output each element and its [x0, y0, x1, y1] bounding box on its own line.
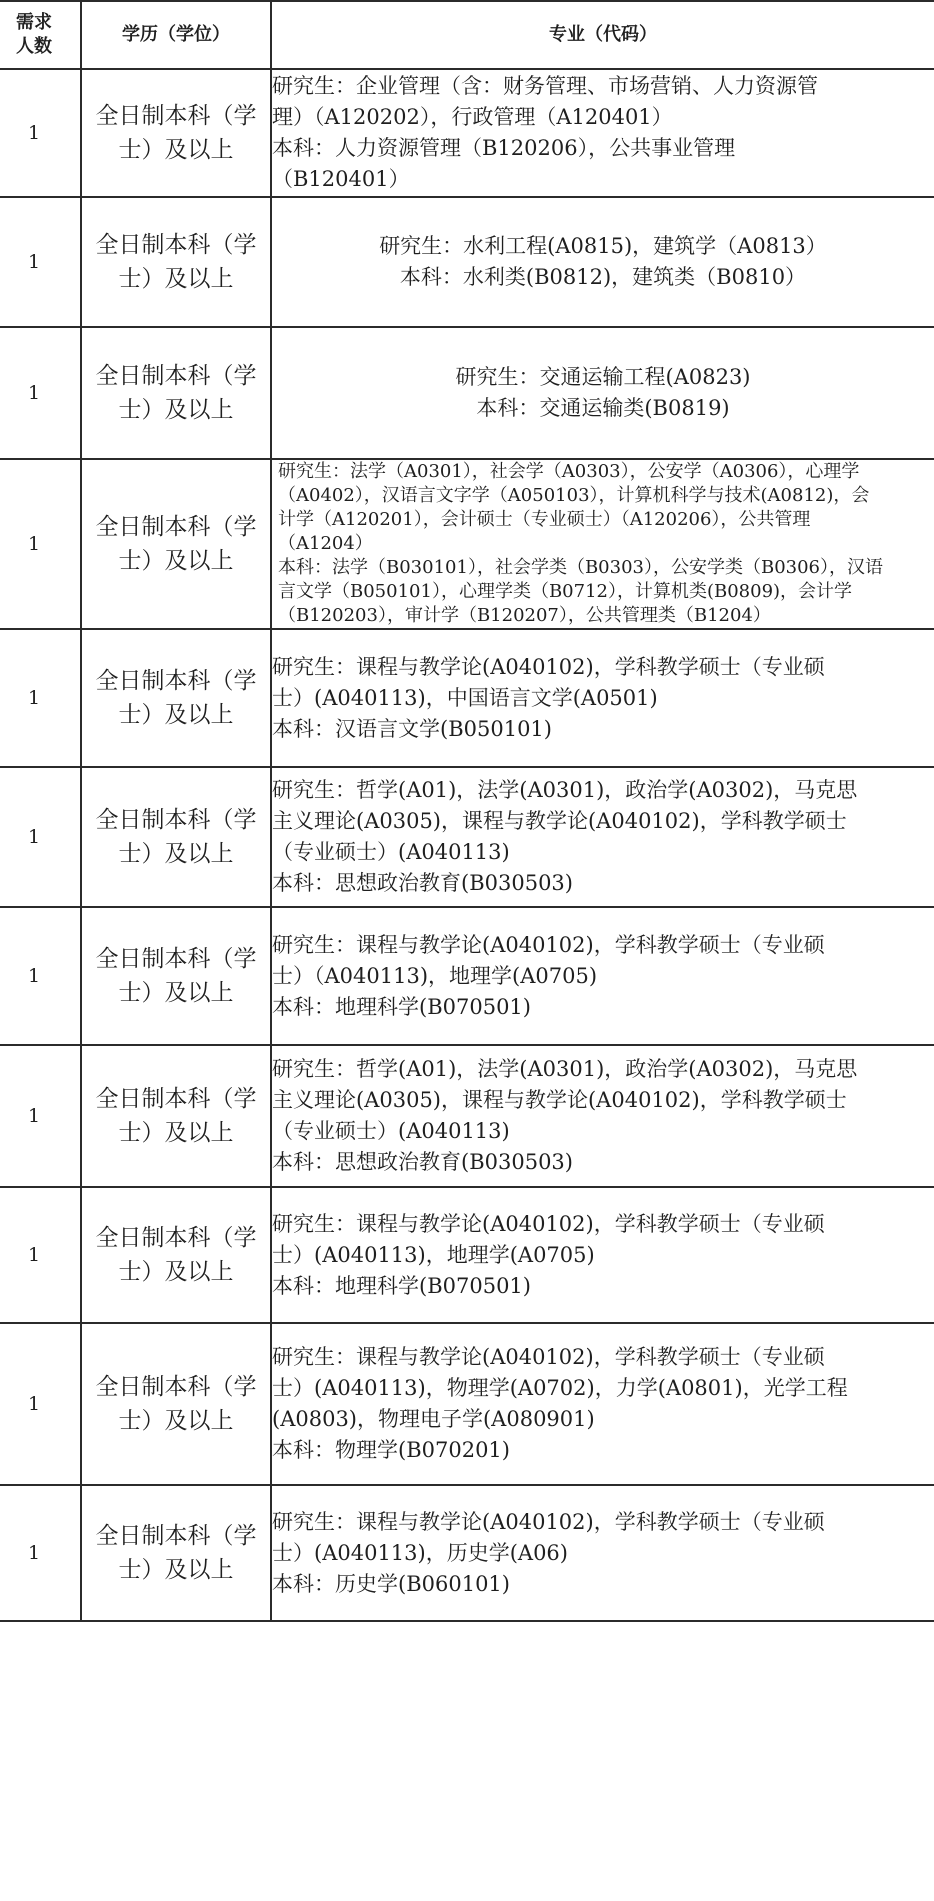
- education-line: 士）及以上: [118, 1259, 234, 1285]
- major-line: 本科：法学（B030101），社会学类（B0303），公安学类（B0306），汉语: [278, 557, 884, 578]
- major-line: 本科：汉语言文学(B050101): [272, 716, 552, 741]
- major-cell: [271, 1323, 934, 1485]
- table-row: [0, 1045, 934, 1187]
- major-line: 本科：地理科学(B070501): [272, 994, 531, 1019]
- major-line: (A0803)，物理电子学(A080901): [272, 1407, 595, 1431]
- header-count: [0, 1, 81, 69]
- major-line: 研究生：企业管理（含：财务管理、市场营销、人力资源管: [272, 74, 818, 98]
- education-line: 全日制本科（学: [95, 103, 257, 129]
- education-line: 全日制本科（学: [95, 1374, 257, 1400]
- major-cell: [271, 629, 934, 767]
- table-body: [0, 69, 934, 1621]
- major-line: 研究生：水利工程(A0815)，建筑学（A0813）: [379, 234, 827, 258]
- education-line: 全日制本科（学: [95, 946, 257, 972]
- table-row: [0, 1323, 934, 1485]
- education-line: 士）及以上: [118, 1557, 234, 1583]
- education-cell: [81, 629, 271, 767]
- education-cell: [81, 767, 271, 907]
- major-line: 士）(A040113)，物理学(A0702)，力学(A0801)，光学工程: [272, 1376, 848, 1400]
- major-line: 士）(A040113)，地理学(A0705): [272, 1242, 595, 1267]
- major-line: 研究生：哲学(A01)，法学(A0301)，政治学(A0302)，马克思: [272, 778, 858, 802]
- education-line: 全日制本科（学: [95, 668, 257, 694]
- major-cell: [271, 459, 934, 629]
- major-line: （专业硕士）(A040113): [272, 1119, 510, 1143]
- header-count-line: 需求: [16, 12, 52, 33]
- major-line: 本科：思想政治教育(B030503): [272, 871, 573, 895]
- major-cell: [271, 1485, 934, 1621]
- major-line: 本科：水利类(B0812)，建筑类（B0810）: [399, 265, 807, 289]
- education-line: 全日制本科（学: [95, 1523, 257, 1549]
- major-line: 研究生：哲学(A01)，法学(A0301)，政治学(A0302)，马克思: [272, 1057, 858, 1081]
- major-line: 言文学（B050101），心理学类（B0712），计算机类(B0809)，会计学: [278, 581, 853, 602]
- major-line: 理）（A120202），行政管理（A120401）: [272, 105, 673, 129]
- major-line: 研究生：课程与教学论(A040102)，学科教学硕士（专业硕: [272, 1211, 825, 1236]
- major-line: 计学（A120201），会计硕士（专业硕士）（A120206），公共管理: [278, 509, 811, 530]
- education-line: 全日制本科（学: [95, 514, 257, 540]
- education-line: 全日制本科（学: [95, 807, 257, 833]
- count-cell: 1: [0, 1187, 81, 1323]
- major-line: （A1204）: [278, 533, 373, 554]
- major-line: 主义理论(A0305)，课程与教学论(A040102)，学科教学硕士: [272, 809, 847, 833]
- header-education: 学历（学位）: [81, 1, 271, 69]
- education-cell: [81, 1485, 271, 1621]
- count-cell: 1: [0, 197, 81, 327]
- education-cell: [81, 1323, 271, 1485]
- table-row: [0, 1187, 934, 1323]
- education-line: 全日制本科（学: [95, 363, 257, 389]
- major-line: （B120401）: [272, 167, 410, 191]
- table-row: [0, 459, 934, 629]
- count-cell: 1: [0, 69, 81, 197]
- header-count-line: 人数: [16, 36, 52, 57]
- education-cell: [81, 1045, 271, 1187]
- education-cell: [81, 907, 271, 1045]
- education-line: 士）及以上: [118, 266, 234, 292]
- table-row: [0, 907, 934, 1045]
- table-row: [0, 327, 934, 459]
- major-line: 士）(A040113)，中国语言文学(A0501): [272, 685, 658, 710]
- education-line: 士）及以上: [118, 841, 234, 867]
- education-line: 全日制本科（学: [95, 1086, 257, 1112]
- header-row: [0, 1, 934, 69]
- major-line: 本科：地理科学(B070501): [272, 1273, 531, 1298]
- major-cell: [271, 907, 934, 1045]
- major-cell: [271, 1187, 934, 1323]
- education-line: 全日制本科（学: [95, 1225, 257, 1251]
- count-cell: 1: [0, 629, 81, 767]
- count-cell: 1: [0, 1323, 81, 1485]
- major-cell: [271, 197, 934, 327]
- count-cell: 1: [0, 1485, 81, 1621]
- education-line: 士）及以上: [118, 702, 234, 728]
- major-line: 研究生：课程与教学论(A040102)，学科教学硕士（专业硕: [272, 654, 825, 679]
- major-line: 研究生：课程与教学论(A040102)，学科教学硕士（专业硕: [272, 932, 825, 957]
- education-cell: [81, 327, 271, 459]
- major-line: 研究生：法学（A0301），社会学（A0303），公安学（A0306），心理学: [278, 461, 860, 482]
- count-cell: 1: [0, 907, 81, 1045]
- education-line: 士）及以上: [118, 548, 234, 574]
- education-cell: [81, 197, 271, 327]
- education-line: 士）及以上: [118, 397, 234, 423]
- education-cell: [81, 459, 271, 629]
- table-row: [0, 1485, 934, 1621]
- education-line: 士）及以上: [118, 137, 234, 163]
- major-line: 本科：交通运输类(B0819): [476, 396, 730, 420]
- count-cell: 1: [0, 767, 81, 907]
- major-line: 研究生：课程与教学论(A040102)，学科教学硕士（专业硕: [272, 1345, 825, 1369]
- education-line: 士）及以上: [118, 1408, 234, 1434]
- education-line: 士）及以上: [118, 1120, 234, 1146]
- major-cell: [271, 327, 934, 459]
- header-major: 专业（代码）: [271, 1, 934, 69]
- major-line: （专业硕士）(A040113): [272, 840, 510, 864]
- major-line: 本科：历史学(B060101): [272, 1571, 510, 1596]
- major-line: 主义理论(A0305)，课程与教学论(A040102)，学科教学硕士: [272, 1088, 847, 1112]
- major-line: （A0402），汉语言文字学（A050103），计算机科学与技术(A0812)，会: [278, 485, 870, 506]
- table-row: [0, 69, 934, 197]
- count-cell: 1: [0, 327, 81, 459]
- major-line: 本科：物理学(B070201): [272, 1438, 510, 1462]
- count-cell: 1: [0, 459, 81, 629]
- major-line: 研究生：课程与教学论(A040102)，学科教学硕士（专业硕: [272, 1509, 825, 1534]
- table-row: [0, 629, 934, 767]
- major-line: （B120203），审计学（B120207），公共管理类（B1204）: [278, 605, 771, 626]
- table-row: [0, 197, 934, 327]
- major-cell: [271, 69, 934, 197]
- major-line: 研究生：交通运输工程(A0823): [455, 365, 751, 389]
- education-line: 士）及以上: [118, 980, 234, 1006]
- major-line: 士）（A040113)，地理学(A0705): [272, 963, 598, 988]
- count-cell: 1: [0, 1045, 81, 1187]
- major-line: 本科：人力资源管理（B120206），公共事业管理: [272, 136, 736, 160]
- major-line: 本科：思想政治教育(B030503): [272, 1150, 573, 1174]
- major-line: 士）(A040113)，历史学(A06): [272, 1540, 568, 1565]
- major-cell: [271, 767, 934, 907]
- major-cell: [271, 1045, 934, 1187]
- education-cell: [81, 69, 271, 197]
- education-line: 全日制本科（学: [95, 232, 257, 258]
- table-row: [0, 767, 934, 907]
- education-cell: [81, 1187, 271, 1323]
